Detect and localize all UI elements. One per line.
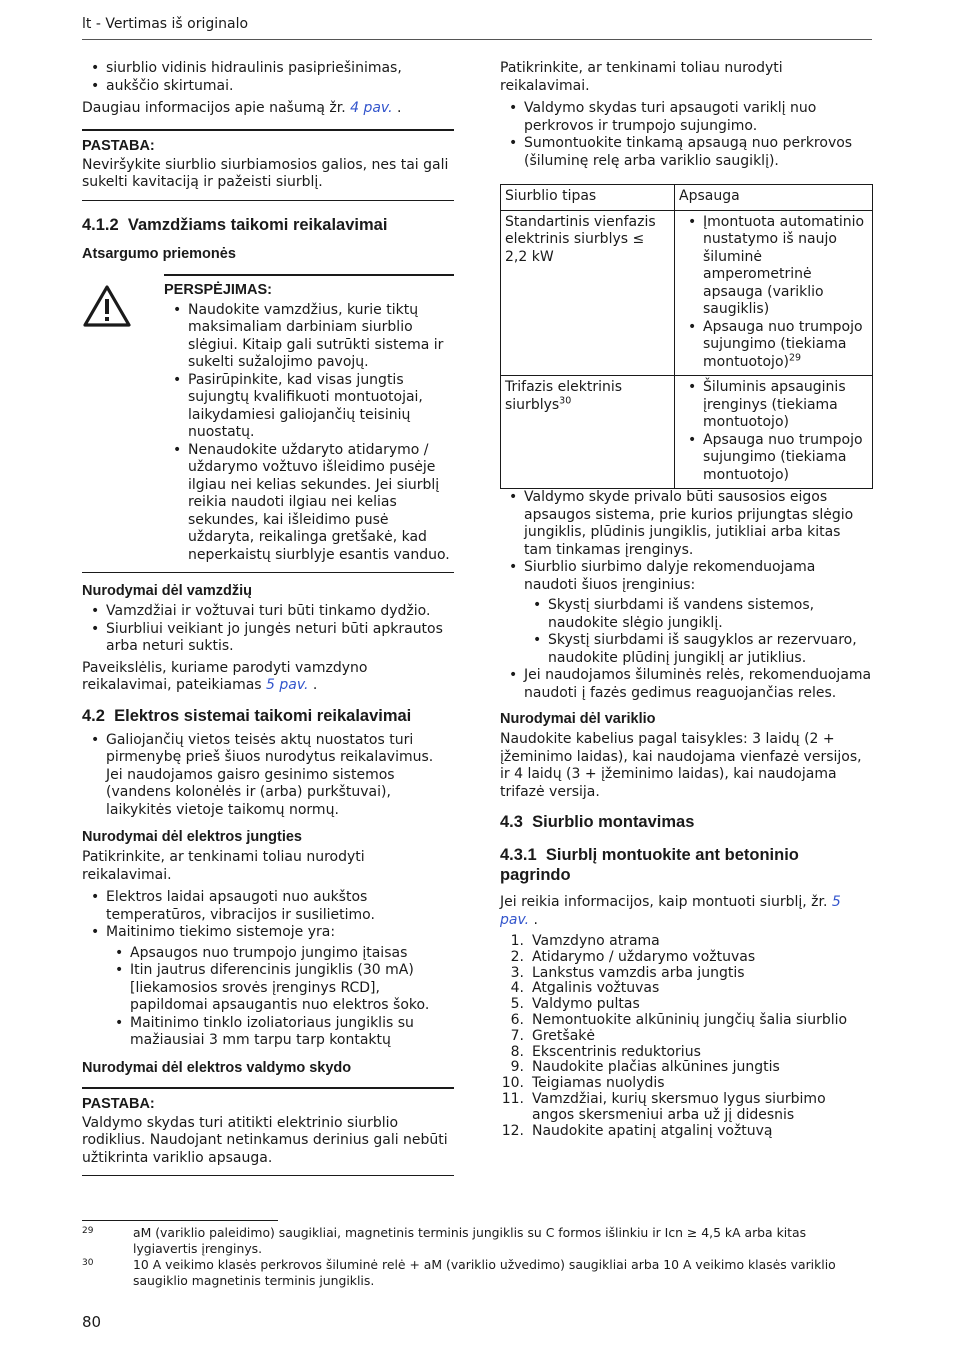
warning-title: PERSPĖJIMAS:	[164, 281, 272, 298]
list-item-text: Vamzdžiai, kurių skersmuo lygus siurbimo angos skersmeniui arba už jį didesnis	[532, 1090, 826, 1123]
warning-triangle-icon	[82, 274, 164, 565]
list-item: • Elektros laidai apsaugoti nuo aukštos temperatūros, vibracijos ir susilietimo.	[82, 889, 454, 924]
list-item: • Nenaudokite uždaryto atidarymo / uždarymo vožtuvo išleidimo pusėje ilgiau nei kelias sekundes. Jei siurblį reikia naudoti ilgiau nei kelias sekundes, kai išleidimo pusė uždaryta, reikalinga gretšakė, kad neperkaistų siurblyje esantis vanduo.	[164, 442, 454, 565]
list-item-text: Siurblio siurbimo dalyje rekomenduojama naudoti šiuos įrenginius:	[524, 559, 816, 593]
punctuation: .	[529, 911, 538, 928]
additional-requirements-list	[500, 489, 872, 702]
list-item-text: Naudokite plačias alkūnines jungtis	[532, 1059, 780, 1076]
electrical-connection-heading: Nurodymai dėl elektros jungties	[82, 829, 302, 845]
list-item	[500, 966, 872, 982]
list-item: • Siurbliui veikiant jo jungės neturi būti apkrautos arba neturi suktis.	[82, 621, 454, 656]
list-item	[500, 1060, 872, 1076]
footnote-divider	[82, 1220, 278, 1221]
motor-text: Naudokite kabelius pagal taisykles: 3 laidų (2 + įžeminimo laidas), kai naudojama vienfazė versijos, ir 4 laidų (3 + įžeminimo laidas), kai naudojama trifazė versija.	[500, 731, 862, 800]
figure-link[interactable]: 5 pav.	[500, 894, 841, 928]
install-paragraph	[500, 894, 872, 929]
page-header	[82, 14, 872, 40]
list-item-text: Valdymo pultas	[532, 996, 640, 1013]
list-item: • Įmontuota automatinio nustatymo iš naujo šiluminė amperometrinė apsauga (variklio saugiklis)	[679, 214, 868, 319]
left-column	[82, 60, 454, 1176]
list-item-text: Vamzdyno atrama	[532, 933, 660, 949]
list-item: • Apsaugos nuo trumpojo jungimo įtaisas	[106, 945, 454, 963]
page-number: 80	[82, 1313, 102, 1331]
list-item-number: 4.	[510, 980, 524, 997]
punctuation: .	[308, 677, 318, 693]
list-item: • Itin jautrus diferencinis jungiklis (30 mA) [liekamosios srovės įrenginys RCD], papildomai apsaugantis nuo elektros šoko.	[106, 962, 454, 1015]
footnote-text: 10 A veikimo klasės perkrovos šiluminė relė + aM (variklio užvedimo) saugikliai arba 10 A veikimo klasės variklio saugiklio magnetinis terminis jungiklis.	[133, 1257, 836, 1288]
list-item	[500, 1029, 872, 1045]
list-item-number: 1.	[510, 933, 524, 949]
list-item	[500, 950, 872, 966]
list-item: • Valdymo skydas turi apsaugoti variklį nuo perkrovos ir trumpojo sujungimo.	[500, 100, 872, 135]
list-item	[500, 1045, 872, 1061]
footnote	[82, 1225, 872, 1257]
pipes-figure-paragraph	[82, 660, 454, 695]
header-title: lt - Vertimas iš originalo	[82, 16, 249, 32]
control-panel-requirements-list	[500, 100, 872, 170]
table-header-cell: Apsauga	[675, 185, 873, 211]
list-item: • Šiluminis apsauginis įrenginys (tiekiama montuotojo)	[679, 379, 868, 432]
pump-type-text: Trifazis elektrinis siurblys	[505, 379, 623, 413]
electrical-general-list	[82, 732, 454, 820]
note-title: PASTABA:	[82, 1095, 155, 1112]
list-item-number: 9.	[510, 1059, 524, 1076]
table-row	[501, 376, 873, 489]
section-number: 4.3.1	[500, 846, 537, 864]
list-item: • Maitinimo tinklo izoliatoriaus jungiklis su mažiausiai 3 mm tarpu tarp kontaktų	[106, 1015, 454, 1050]
list-item	[82, 924, 454, 1050]
list-item-number: 3.	[510, 964, 524, 981]
performance-factors-list	[82, 60, 454, 95]
list-item-number: 8.	[510, 1043, 524, 1060]
note-box	[82, 1087, 454, 1177]
list-item: • siurblio vidinis hidraulinis pasipriešinimas,	[82, 60, 454, 78]
table-cell	[501, 376, 675, 489]
list-item: • Sumontuokite tinkamą apsaugą nuo perkrovos (šiluminę relę arba variklio saugiklį).	[500, 135, 872, 170]
figure-link[interactable]: 4 pav.	[350, 100, 393, 116]
pipes-list	[82, 603, 454, 656]
requirements-intro: Patikrinkite, ar tenkinami toliau nurodyti reikalavimai.	[500, 60, 783, 94]
footnotes	[82, 1220, 872, 1289]
section-title: Siurblio montavimas	[532, 813, 695, 831]
list-item-text: Maitinimo tiekimo sistemoje yra:	[106, 924, 336, 940]
list-item	[500, 981, 872, 997]
section-number: 4.2	[82, 706, 105, 725]
warning-body	[164, 274, 454, 565]
list-item-number: 6.	[510, 1011, 524, 1028]
list-item	[500, 559, 872, 667]
protection-table	[500, 184, 873, 489]
table-cell	[675, 210, 873, 376]
table-row	[501, 210, 873, 376]
footnote-number: 30	[82, 1258, 94, 1268]
list-item: • Valdymo skyde privalo būti sausosios eigos apsaugos sistema, prie kurios prijungtas slėgio jungiklis, plūdinis jungiklis, jutikliai arba kitas tam tinkamas įrenginys.	[500, 489, 872, 559]
pump-type-text: Standartinis vienfazis elektrinis siurblys ≤ 2,2 kW	[505, 213, 656, 265]
list-item	[500, 1092, 872, 1124]
list-item-text: Gretšakė	[532, 1027, 595, 1044]
list-item-number: 11.	[501, 1090, 524, 1107]
footnote-ref[interactable]: 30	[559, 394, 572, 406]
list-item: • Jei naudojamos šiluminės relės, rekomenduojama naudoti į fazės gedimus reaguojančias reles.	[500, 667, 872, 702]
section-number: 4.3	[500, 813, 523, 831]
control-panel-heading: Nurodymai dėl elektros valdymo skydo	[82, 1059, 352, 1076]
list-item: • Pasirūpinkite, kad visas jungtis sujungtų kvalifikuoti montuotojai, laikydamiesi galiojančių teisinių nuostatų.	[164, 372, 454, 442]
note-box	[82, 129, 454, 201]
paragraph-text: Paveikslėlis, kuriame parodyti vamzdyno reikalavimai, pateikiamas	[82, 659, 368, 693]
footnote	[82, 1257, 872, 1289]
more-info-paragraph	[82, 100, 454, 118]
list-item: • aukščio skirtumai.	[82, 78, 454, 96]
footnote-text: aM (variklio paleidimo) saugikliai, magnetinis terminis jungiklis su C formos išlinkiu ir Icn ≥ 4,5 kA arba kitas lygiavertis įrenginys.	[133, 1225, 807, 1256]
note-text: Valdymo skydas turi atitikti elektrinio siurblio rodiklius. Naudojant netinkamus derinius gali nebūti užtikrinta variklio apsauga.	[82, 1114, 448, 1166]
list-item: • Vamzdžiai ir vožtuvai turi būti tinkamo dydžio.	[82, 603, 454, 621]
protection-list	[679, 379, 868, 484]
footnote-number: 29	[82, 1226, 94, 1236]
list-item-text: Atidarymo / uždarymo vožtuvas	[532, 948, 756, 965]
section-title: Vamzdžiams taikomi reikalavimai	[127, 215, 388, 234]
pipes-heading: Nurodymai dėl vamzdžių	[82, 583, 253, 599]
suction-devices-sublist	[524, 597, 872, 667]
list-item	[500, 1076, 872, 1092]
note-text: Neviršykite siurblio siurbiamosios galios, nes tai gali sukelti kavitaciją ir pažeisti siurblį.	[82, 156, 449, 190]
section-title: Elektros sistemai taikomi reikalavimai	[114, 706, 412, 725]
section-heading-4-3-1	[500, 845, 860, 885]
figure-link[interactable]: 5 pav.	[266, 677, 309, 693]
paragraph-text: Jei reikia informacijos, kaip montuoti siurblį, žr.	[500, 894, 828, 910]
section-heading-4-2	[82, 706, 454, 726]
table-cell	[675, 376, 873, 489]
electrical-connection-intro: Patikrinkite, ar tenkinami toliau nurodyti reikalavimai.	[82, 849, 365, 883]
section-number: 4.1.2	[82, 215, 119, 234]
installation-legend-list	[500, 934, 872, 1139]
list-item	[500, 934, 872, 950]
list-item: • Skystį siurbdami iš vandens sistemos, naudokite slėgio jungiklį.	[524, 597, 872, 632]
list-item-number: 5.	[510, 996, 524, 1013]
list-item: • Naudokite vamzdžius, kurie tiktų maksimaliam darbiniam siurblio slėgiui. Kitaip gali sutrūkti sistema ir sukelti sužalojimo pavojų.	[164, 302, 454, 372]
list-item-number: 12.	[501, 1122, 524, 1139]
punctuation: .	[392, 100, 402, 116]
motor-heading: Nurodymai dėl variklio	[500, 711, 656, 727]
table-cell	[501, 210, 675, 376]
protection-list	[679, 214, 868, 372]
electrical-connection-list	[82, 889, 454, 1050]
list-item	[500, 997, 872, 1013]
list-item-number: 2.	[510, 948, 524, 965]
footnote-ref[interactable]: 29	[788, 351, 802, 363]
list-item-number: 7.	[510, 1027, 524, 1044]
table-header-row	[501, 185, 873, 211]
list-item-text: Nemontuokite alkūninių jungčių šalia siurblio	[532, 1011, 848, 1028]
list-item-text: Apsauga nuo trumpojo sujungimo (tiekiama montuotojo)	[703, 318, 863, 370]
power-supply-sublist	[82, 945, 454, 1050]
list-item-text: Teigiamas nuolydis	[532, 1075, 665, 1092]
list-item-text: Lankstus vamzdis arba jungtis	[532, 964, 745, 981]
list-item-number: 10.	[501, 1075, 524, 1092]
paragraph-text: Daugiau informacijos apie našumą žr.	[82, 100, 346, 116]
note-title: PASTABA:	[82, 137, 155, 154]
section-heading-4-3	[500, 812, 872, 832]
list-item	[500, 1013, 872, 1029]
list-item-text: Naudokite apatinį atgalinį vožtuvą	[532, 1122, 773, 1139]
list-item	[500, 1124, 872, 1140]
table-header-cell: Siurblio tipas	[501, 185, 675, 211]
warning-box	[82, 274, 454, 574]
section-title: Siurblį montuokite ant betoninio pagrindo	[500, 846, 799, 884]
list-item-text: Atgalinis vožtuvas	[532, 980, 660, 997]
precautions-heading: Atsargumo priemonės	[82, 245, 236, 262]
list-item: • Galiojančių vietos teisės aktų nuostatos turi pirmenybę prieš šiuos nurodytus reikalavimus. Jei naudojamos gaisro gesinimo sistemos (vandens kolonėlės ir (arba) purkštuvai), laikykitės vietoje taikomų normų.	[82, 732, 454, 820]
right-column	[500, 60, 872, 1139]
warning-list	[164, 302, 454, 565]
list-item: • Apsauga nuo trumpojo sujungimo (tiekiama montuotojo)	[679, 432, 868, 485]
section-heading-4-1-2	[82, 215, 454, 235]
list-item-text: Ekscentrinis reduktorius	[532, 1043, 701, 1060]
list-item	[679, 319, 868, 372]
list-item: • Skystį siurbdami iš saugyklos ar rezervuaro, naudokite plūdinį jungiklį ar jutiklius.	[524, 632, 872, 667]
